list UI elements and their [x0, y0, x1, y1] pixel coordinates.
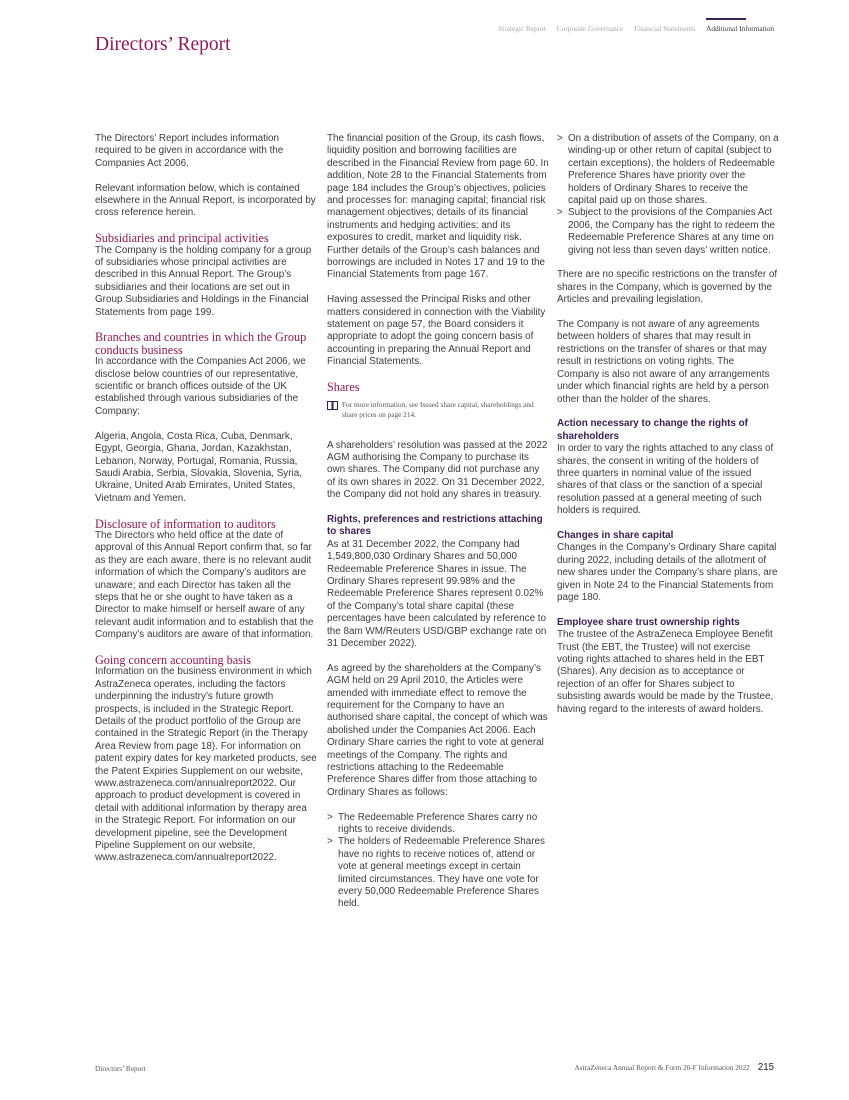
- list-item: [557, 207, 779, 257]
- nav-strategic-report[interactable]: Strategic Report: [498, 24, 546, 33]
- list-item-text: On a distribution of assets of the Company, on a winding-up or other return of capital (subject to certain exceptions), the holders of Redeemable Preference Shares have priority over the holders of Ordinary Shares to receive the capital paid up on those shares.: [568, 133, 779, 207]
- list-item: [557, 133, 779, 207]
- going-concern-heading: Going concern accounting basis: [95, 652, 252, 667]
- employee-trust-heading: Employee share trust ownership rights: [557, 616, 740, 628]
- principal-risks-text: Having assessed the Principal Risks and other matters considered in connection with the Viability statement on page 57, the Board considers it appropriate to adopt the going concern basis of accounting in preparing the Annual Report and Financial Statements.: [327, 294, 546, 368]
- nav-additional-information[interactable]: Additional Information: [706, 24, 774, 33]
- going-concern-text: Information on the business environment in which AstraZeneca operates, including the factors underpinning the industry’s future growth prospects, is included in the Strategic Report. Details of the product portfolio of the Group are contained in the Strategic Report (in the Therapy Area Review from page 18). For information on patent expiry dates for key marketed products, see the Patent Expiries Supplement on our website, www.astrazeneca.com/annualreport2022. Our approach to product development is covered in detail with additional information by therapy area in the Strategic Report. For information on our development pipeline, see the Development Pipeline Supplement on our website, www.astrazeneca.com/annualreport2022.: [95, 666, 317, 864]
- shares-cross-reference[interactable]: [327, 400, 549, 420]
- disclosure-text: The Directors who held office at the date of approval of this Annual Report confirm that, so far as they are each aware, there is no relevant audit information of which the Company’s auditors are unaware; and each Director has taken all the steps that he or she ought to have taken as a Director to make himself or herself aware of any relevant audit information and to establish that the Company’s auditors are aware of that information.: [95, 529, 314, 641]
- column-2: [327, 133, 549, 923]
- subsidiaries-text: The Company is the holding company for a group of subsidiaries whose principal activities are described in this Annual Report. The Group’s subsidiaries and their locations are set out in Group Subsidiaries and Holdings in the Financial Statements from page 199.: [95, 244, 312, 318]
- rights-heading: Rights, preferences and restrictions attaching to shares: [327, 513, 543, 538]
- subsidiaries-heading: Subsidiaries and principal activities: [95, 231, 269, 246]
- branches-text: In accordance with the Companies Act 2006, we disclose below countries of our representative, scientific or branch offices outside of the UK established through various subsidiaries of the Company:: [95, 356, 306, 417]
- financial-position-text-2: borrowings are included in Notes 17 and 19 to the Financial Statements from page 167.: [327, 257, 545, 281]
- shares-text: A shareholders’ resolution was passed at the 2022 AGM authorising the Company to purchase its own shares. The Company did not purchase any of its own shares in 2022. On 31 December 2022, the Company did not hold any shares in treasury.: [327, 439, 548, 501]
- nav-financial-statements[interactable]: Financial Statements: [634, 24, 696, 33]
- top-navigation: [498, 24, 774, 33]
- rights-text: As at 31 December 2022, the Company had 1,549,800,030 Ordinary Shares and 50,000 Redeemable Preference Shares in issue. The Ordinary Shares represent 99.98% and the Redeemable Preference Shares represent 0.02% of the Company’s total share capital (these percentages have been calculated by reference to the 8am WM/Reuters USD/GBP exchange rate on 31 December 2022).: [327, 538, 547, 649]
- shares-heading: Shares: [327, 380, 360, 395]
- column-1: [95, 133, 317, 865]
- disclosure-heading: Disclosure of information to auditors: [95, 516, 276, 531]
- agreements-text: The Company is not aware of any agreements between holders of shares that may result in restrictions on the transfer of shares or that may result in restrictions on voting rights. The Company is also not aware of any arrangements under which financial rights are held by a person other than the holder of the shares.: [557, 319, 770, 405]
- restrictions-text: There are no specific restrictions on the transfer of shares in the Company, which is governed by the Articles and prevailing legislation.: [557, 269, 778, 306]
- list-item-text: The Redeemable Preference Shares carry no rights to receive dividends.: [338, 811, 538, 836]
- action-heading: Action necessary to change the rights of shareholders: [557, 418, 748, 442]
- footer-publication-title: AstraZeneca Annual Report & Form 20-F Information 2022: [574, 1063, 750, 1072]
- arrow-icon: >: [557, 207, 563, 219]
- footer-section-name: Directors’ Report: [95, 1064, 146, 1073]
- book-icon: [327, 401, 338, 410]
- list-item: [327, 812, 549, 837]
- intro-paragraph-1: The Directors’ Report includes information required to be given in accordance with the Companies Act 2006.: [95, 133, 284, 169]
- page-number: 215: [757, 1062, 774, 1073]
- agreed-text: As agreed by the shareholders at the Company’s AGM held on 29 April 2010, the Articles were amended with immediate effect to remove the requirement for the Company to have an authorised share capital, the concept of which was abolished under the Companies Act 2006. Each Ordinary Share carries the right to vote at general meetings of the Company. The rights and restrictions attaching to the Redeemable Preference Shares differ from those attaching to Ordinary Shares as follows:: [327, 662, 548, 798]
- page-title: Directors’ Report: [95, 34, 231, 55]
- column-3: [557, 133, 779, 716]
- action-text: In order to vary the rights attached to any class of shares, the consent in writing of the holders of three quarters in nominal value of the issued shares of that class or the sanction of a special resolution passed at a general meeting of such holders is required.: [557, 443, 774, 517]
- branches-heading: Branches and countries in which the Group conducts business: [95, 330, 307, 357]
- arrow-icon: >: [327, 836, 333, 848]
- changes-text: Changes in the Company’s Ordinary Share capital during 2022, including details of the allotment of new shares under the Company’s share plans, are given in Note 24 to the Financial Statements from page 180.: [557, 542, 778, 603]
- rights-list: [327, 812, 549, 911]
- employee-trust-text: The trustee of the AstraZeneca Employee Benefit Trust (the EBT, the Trustee) will not exercise voting rights attached to shares held in the EBT (Shares). Any decision as to acceptance or rejection of an offer for Shares subject to subsisting awards would be made by the Trustee, having regard to the interests of award holders.: [557, 629, 774, 715]
- shares-cross-reference-text: For more information, see Issued share capital, shareholdings and share prices on page 214.: [342, 399, 534, 419]
- list-item-text: Subject to the provisions of the Companies Act 2006, the Company has the right to redeem the Redeemable Preference Shares at any time on giving not less than seven days’ written notice.: [568, 207, 775, 256]
- financial-position-text: The financial position of the Group, its cash flows, liquidity position and borrowing facilities are described in the Financial Review from page 60. In addition, Note 28 to the Financial Statements from page 184 includes the Group’s objectives, policies and processes for: managing capital; financial risk management objectives; details of its financial instruments and hedging activities; and its exposures to credit, market and liquidity risk. Further details of the Group’s cash balances and: [327, 133, 549, 256]
- arrow-icon: >: [327, 811, 333, 823]
- changes-heading: Changes in share capital: [557, 529, 674, 541]
- list-item: [327, 836, 549, 910]
- intro-paragraph-2: Relevant information below, which is contained elsewhere in the Annual Report, is incorporated by cross reference herein.: [95, 182, 316, 219]
- list-item-text: The holders of Redeemable Preference Shares have no rights to receive notices of, attend or vote at general meetings except in certain limited circumstances. They have one vote for every 50,000 Redeemable Preference Shares held.: [338, 836, 545, 910]
- footer-publication: [575, 1062, 774, 1073]
- countries-text: Algeria, Angola, Costa Rica, Cuba, Denmark, Egypt, Georgia, Ghana, Jordan, Kazakhstan, Lebanon, Norway, Portugal, Romania, Russia, Saudi Arabia, Serbia, Slovakia, Slovenia, Syria, Ukraine, United Arab Emirates, United States, Vietnam and Yemen.: [95, 430, 302, 504]
- rights-list-continued: [557, 133, 779, 257]
- nav-corporate-governance[interactable]: Corporate Governance: [556, 24, 624, 33]
- arrow-icon: >: [557, 133, 563, 144]
